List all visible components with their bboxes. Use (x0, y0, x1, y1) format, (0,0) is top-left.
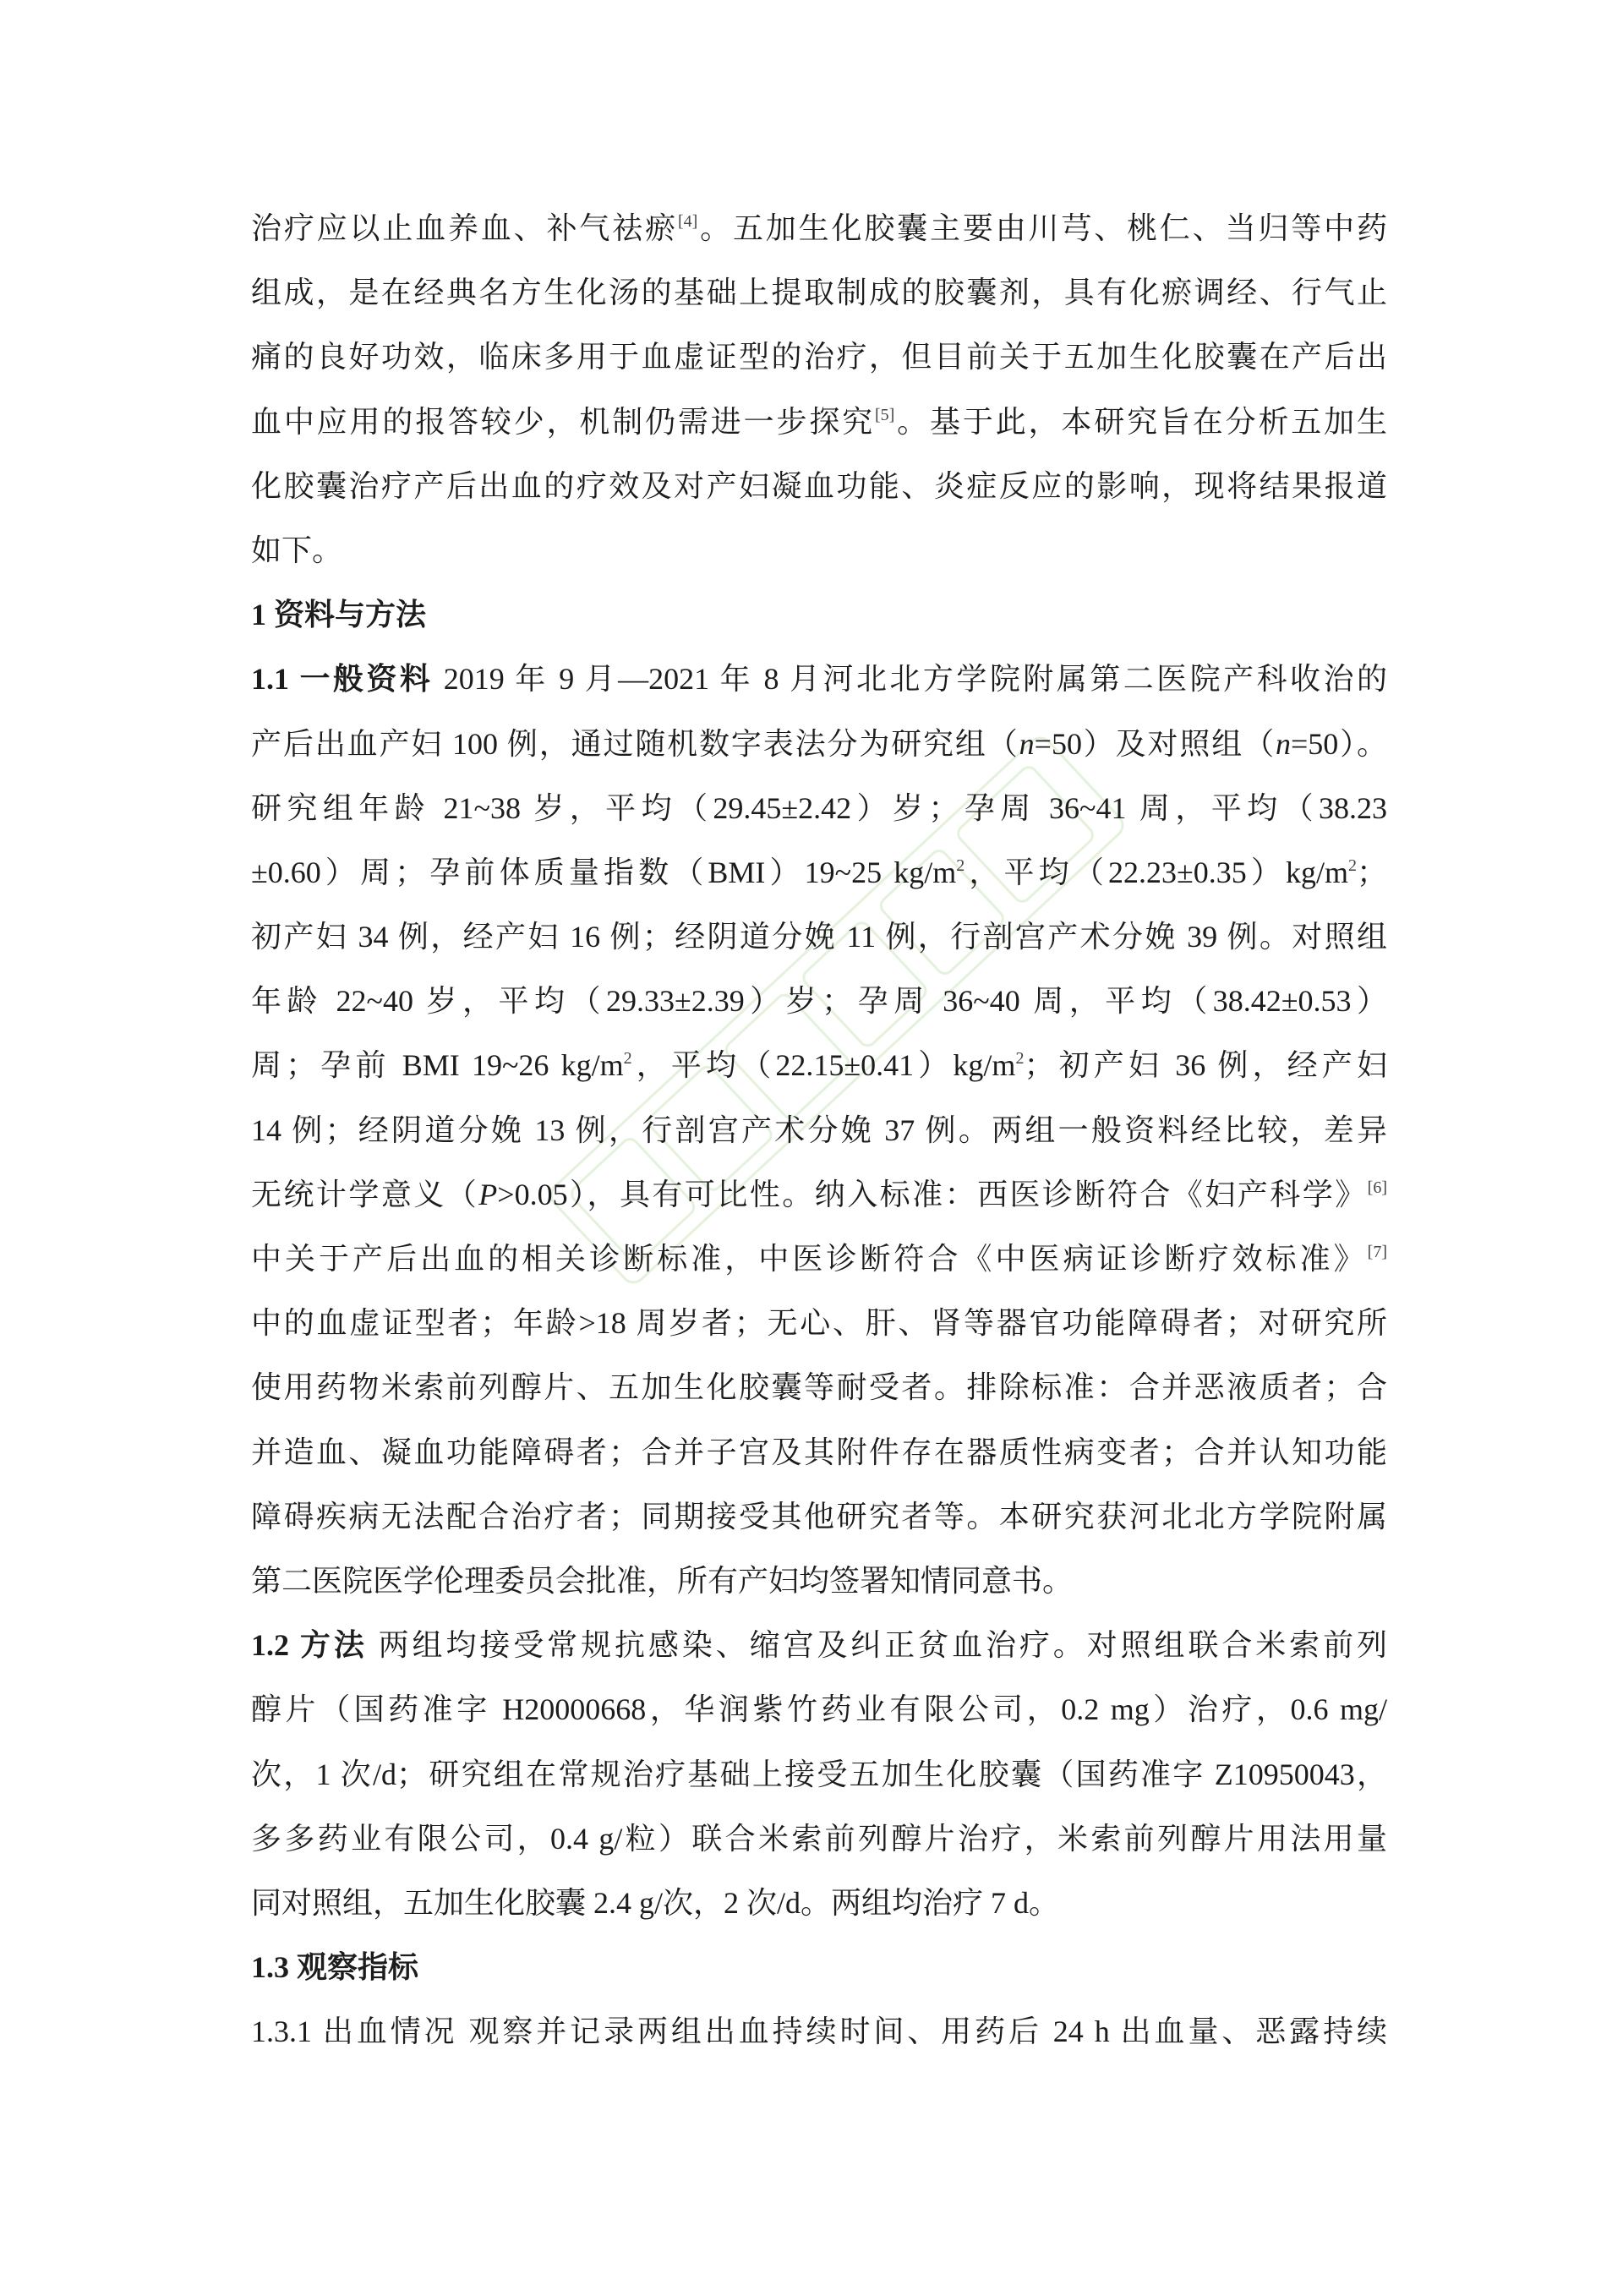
text-run: 组成，是在经典名方生化汤的基础上提取制成的胶囊剂，具有化瘀调经、行气止 (251, 276, 1387, 310)
text-line (251, 1098, 1387, 1162)
text-run: 多多药业有限公司，0.4 g/粒）联合米索前列醇片治疗，米索前列醇片用法用量 (251, 1821, 1387, 1856)
subsection-heading: 1.3 观察指标 (251, 1950, 419, 1985)
citation-superscript: [4] (677, 212, 698, 231)
text-line (251, 390, 1387, 454)
text-run: 1.3.1 出血情况 观察并记录两组出血持续时间、用药后 24 h 出血量、恶露持续 (251, 2014, 1387, 2049)
exponent-superscript: 2 (623, 1049, 632, 1069)
text-line (251, 1033, 1387, 1097)
text-run: 次，1 次/d；研究组在常规治疗基础上接受五加生化胶囊（国药准字 Z10950043， (251, 1757, 1387, 1791)
text-line (251, 712, 1387, 776)
text-line (251, 1807, 1387, 1871)
text-line (251, 647, 1387, 711)
body-text (251, 196, 1387, 2064)
text-line (251, 518, 1387, 582)
text-run: ，平均（22.15±0.41）kg/m (631, 1048, 1016, 1083)
text-line (251, 1549, 1387, 1613)
text-line (251, 1291, 1387, 1355)
text-line (251, 840, 1387, 905)
text-line (251, 905, 1387, 969)
text-run: 并造血、凝血功能障碍者；合并子宫及其附件存在器质性病变者；合并认知功能 (251, 1435, 1387, 1469)
section-heading-text: 1 资料与方法 (251, 598, 427, 632)
text-line (251, 260, 1387, 325)
text-line (251, 454, 1387, 518)
text-line (251, 776, 1387, 840)
text-run: 初产妇 34 例，经产妇 16 例；经阴道分娩 11 例，行剖宫产术分娩 39 例。对照组 (251, 920, 1387, 954)
subsection-heading-line (251, 1935, 1387, 1999)
text-run: 治疗应以止血养血、补气祛瘀 (251, 211, 678, 245)
text-run: =50）及对照组（ (1034, 726, 1276, 761)
text-line (251, 325, 1387, 389)
text-run: ；初产妇 36 例，经产妇 (1024, 1048, 1387, 1083)
text-run: ，平均（22.23±0.35）kg/m (965, 855, 1348, 889)
text-run: 14 例；经阴道分娩 13 例，行剖宫产术分娩 37 例。两组一般资料经比较，差异 (251, 1112, 1387, 1147)
text-run: 使用药物米索前列醇片、五加生化胶囊等耐受者。排除标准：合并恶液质者；合 (251, 1370, 1387, 1405)
text-line (251, 1355, 1387, 1419)
text-run: 。五加生化胶囊主要由川芎、桃仁、当归等中药 (697, 211, 1387, 245)
text-run: 如下。 (251, 533, 343, 567)
text-run: ； (1357, 855, 1388, 889)
text-run: 周；孕前 BMI 19~26 kg/m (251, 1048, 624, 1083)
citation-superscript: [5] (875, 405, 895, 424)
text-run: 醇片（国药准字 H20000668，华润紫竹药业有限公司，0.2 mg）治疗，0.6 mg/ (251, 1692, 1387, 1727)
text-run: 两组均接受常规抗感染、缩宫及纠正贫血治疗。对照组联合米索前列 (367, 1628, 1387, 1663)
text-run: 化胶囊治疗产后出血的疗效及对产妇凝血功能、炎症反应的影响，现将结果报道 (251, 468, 1387, 503)
text-run: 。基于此，本研究旨在分析五加生 (894, 404, 1387, 439)
citation-superscript: [6] (1367, 1178, 1387, 1197)
text-run: 年龄 22~40 岁，平均（29.33±2.39）岁；孕周 36~40 周，平均（38.42±0.53） (251, 984, 1387, 1019)
text-line (251, 1613, 1387, 1677)
text-run: ±0.60）周；孕前体质量指数（BMI）19~25 kg/m (251, 855, 957, 889)
text-run: 2019 年 9 月—2021 年 8 月河北北方学院附属第二医院产科收治的 (433, 662, 1387, 697)
text-line (251, 1742, 1387, 1807)
text-run: 第二医院医学伦理委员会批准，所有产妇均签署知情同意书。 (251, 1563, 1074, 1598)
text-run: 中关于产后出血的相关诊断标准，中医诊断符合《中医病证诊断疗效标准》 (251, 1242, 1368, 1276)
subsection-heading: 1.2 方法 (251, 1628, 368, 1663)
text-run: =50）。 (1290, 726, 1387, 761)
text-run: >0.05），具有可比性。纳入标准：西医诊断符合《妇产科学》 (497, 1177, 1368, 1211)
italic-symbol: n (1275, 726, 1291, 761)
text-run: 中的血虚证型者；年龄>18 周岁者；无心、肝、肾等器官功能障碍者；对研究所 (251, 1306, 1387, 1341)
citation-superscript: [7] (1367, 1243, 1387, 1261)
exponent-superscript: 2 (1015, 1049, 1025, 1069)
exponent-superscript: 2 (1348, 856, 1357, 875)
italic-symbol: n (1019, 726, 1035, 761)
text-line (251, 1420, 1387, 1484)
italic-symbol: P (478, 1177, 498, 1211)
subsection-heading: 1.1 一般资料 (251, 662, 434, 697)
exponent-superscript: 2 (956, 856, 965, 875)
text-run: 痛的良好功效，临床多用于血虚证型的治疗，但目前关于五加生化胶囊在产后出 (251, 340, 1387, 374)
text-run: 同对照组，五加生化胶囊 2.4 g/次，2 次/d。两组均治疗 7 d。 (251, 1885, 1060, 1920)
text-run: 无统计学意义（ (251, 1177, 479, 1211)
text-line (251, 1227, 1387, 1291)
section-heading (251, 582, 1387, 647)
text-line (251, 1484, 1387, 1549)
text-run: 障碍疾病无法配合治疗者；同期接受其他研究者等。本研究获河北北方学院附属 (251, 1499, 1387, 1533)
text-run: 研究组年龄 21~38 岁，平均（29.45±2.42）岁；孕周 36~41 周，平均（38.23 (251, 790, 1387, 825)
text-line (251, 1871, 1387, 1935)
text-line (251, 1999, 1387, 2064)
text-run: 血中应用的报答较少，机制仍需进一步探究 (251, 404, 876, 439)
text-line (251, 1677, 1387, 1741)
text-line (251, 969, 1387, 1033)
text-line (251, 1162, 1387, 1227)
text-run: 产后出血产妇 100 例，通过随机数字表法分为研究组（ (251, 726, 1019, 761)
text-line (251, 196, 1387, 260)
